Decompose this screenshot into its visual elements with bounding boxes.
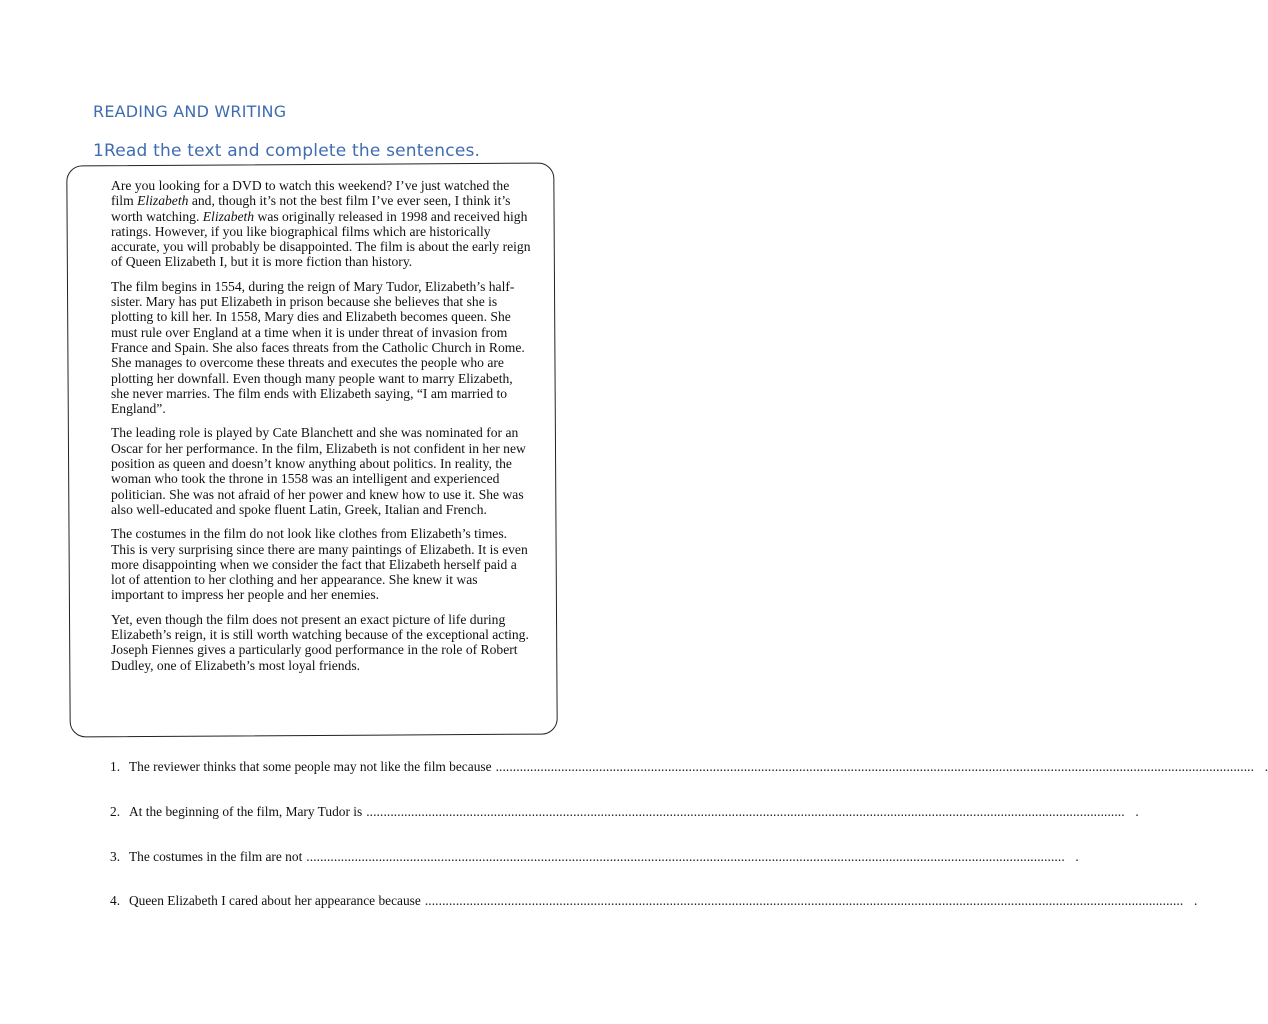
paragraph-1-part-c: and, though it’s not the best film I’ve ever seen, I think it’s worth watching.: [111, 193, 511, 224]
question-number: 4.: [110, 893, 121, 909]
question-number: 2.: [110, 803, 121, 819]
answer-blank[interactable]: ............................................................................................................................................................................................................................: [306, 848, 1065, 864]
paragraph-1-part-a: Are you looking for a DVD to watch this weekend? I’ve just watched the film: [111, 178, 510, 209]
section-title: READING AND WRITING: [93, 102, 287, 121]
paragraph-1: [111, 178, 531, 270]
answer-blank[interactable]: ............................................................................................................................................................................................................................: [366, 803, 1125, 819]
question-end-mark: .: [1264, 759, 1268, 774]
question-number: 3.: [110, 848, 121, 864]
question-number: 1.: [110, 759, 121, 774]
paragraph-4: The costumes in the film do not look like clothes from Elizabeth’s times. This is very surprising since there are many paintings of Elizabeth. It is even more disappointing when we consider the fact that Elizabeth herself paid a lot of attention to her clothing and her appearance. She knew it was important to impress her people and her enemies.: [111, 526, 528, 603]
film-title: Elizabeth: [202, 208, 255, 224]
reading-passage: [111, 178, 531, 682]
question-text: The costumes in the film are not: [129, 848, 303, 864]
question-item: [110, 803, 1139, 849]
question-text: The reviewer thinks that some people may not like the film because: [129, 759, 492, 774]
question-end-mark: .: [1135, 803, 1139, 819]
question-text: Queen Elizabeth I cared about her appearance because: [129, 893, 421, 909]
question-end-mark: .: [1193, 893, 1198, 909]
paragraph-3: The leading role is played by Cate Blanchett and she was nominated for an Oscar for her performance. In the film, Elizabeth is not confident in her new position as queen and doesn’t know anything about politics. In reality, the woman who took the throne in 1558 was an intelligent and experienced politician. She was not afraid of her power and knew how to use it. She was also well-educated and spoke fluent Latin, Greek, Italian and French.: [111, 425, 526, 517]
question-item: [110, 759, 1268, 804]
paragraph-2: The film begins in 1554, during the reign of Mary Tudor, Elizabeth’s half- sister. Mary has put Elizabeth in prison because she believes that she is plotting to kill her. In 1558, Mary dies and Elizabeth becomes queen. She must rule over England at a time when it is under threat of invasion from France and Spain. She also faces threats from the Catholic Church in Rome. She manages to overcome these threats and executes the people who are plotting her downfall. Even though many people want to marry Elizabeth, she never marries. The film ends with Elizabeth saying, “I am married to England”.: [111, 278, 525, 417]
paragraph-5: Yet, even though the film does not present an exact picture of life during Elizabeth’s reign, it is still worth watching because of the exceptional acting. Joseph Fiennes gives a particularly good performance in the role of Robert Dudley, one of Elizabeth’s most loyal friends.: [111, 611, 529, 673]
paragraph-1-part-e: was originally released in 1998 and received high ratings. However, if you like biographical films which are historically accurate, you will probably be disappointed. The film is about the early reign of Queen Elizabeth I, but it is more fiction than history.: [111, 208, 531, 270]
film-title: Elizabeth: [137, 193, 189, 209]
answer-blank[interactable]: ............................................................................................................................................................................................................................: [424, 893, 1184, 909]
question-end-mark: .: [1075, 848, 1079, 864]
question-text: At the beginning of the film, Mary Tudor is: [129, 803, 363, 819]
question-item: [110, 893, 1198, 938]
question-item: [110, 848, 1079, 894]
exercise-instruction: 1Read the text and complete the sentences.: [93, 141, 481, 161]
question-list: [110, 759, 1268, 938]
answer-blank[interactable]: ............................................................................................................................................................................................................................: [495, 759, 1255, 774]
